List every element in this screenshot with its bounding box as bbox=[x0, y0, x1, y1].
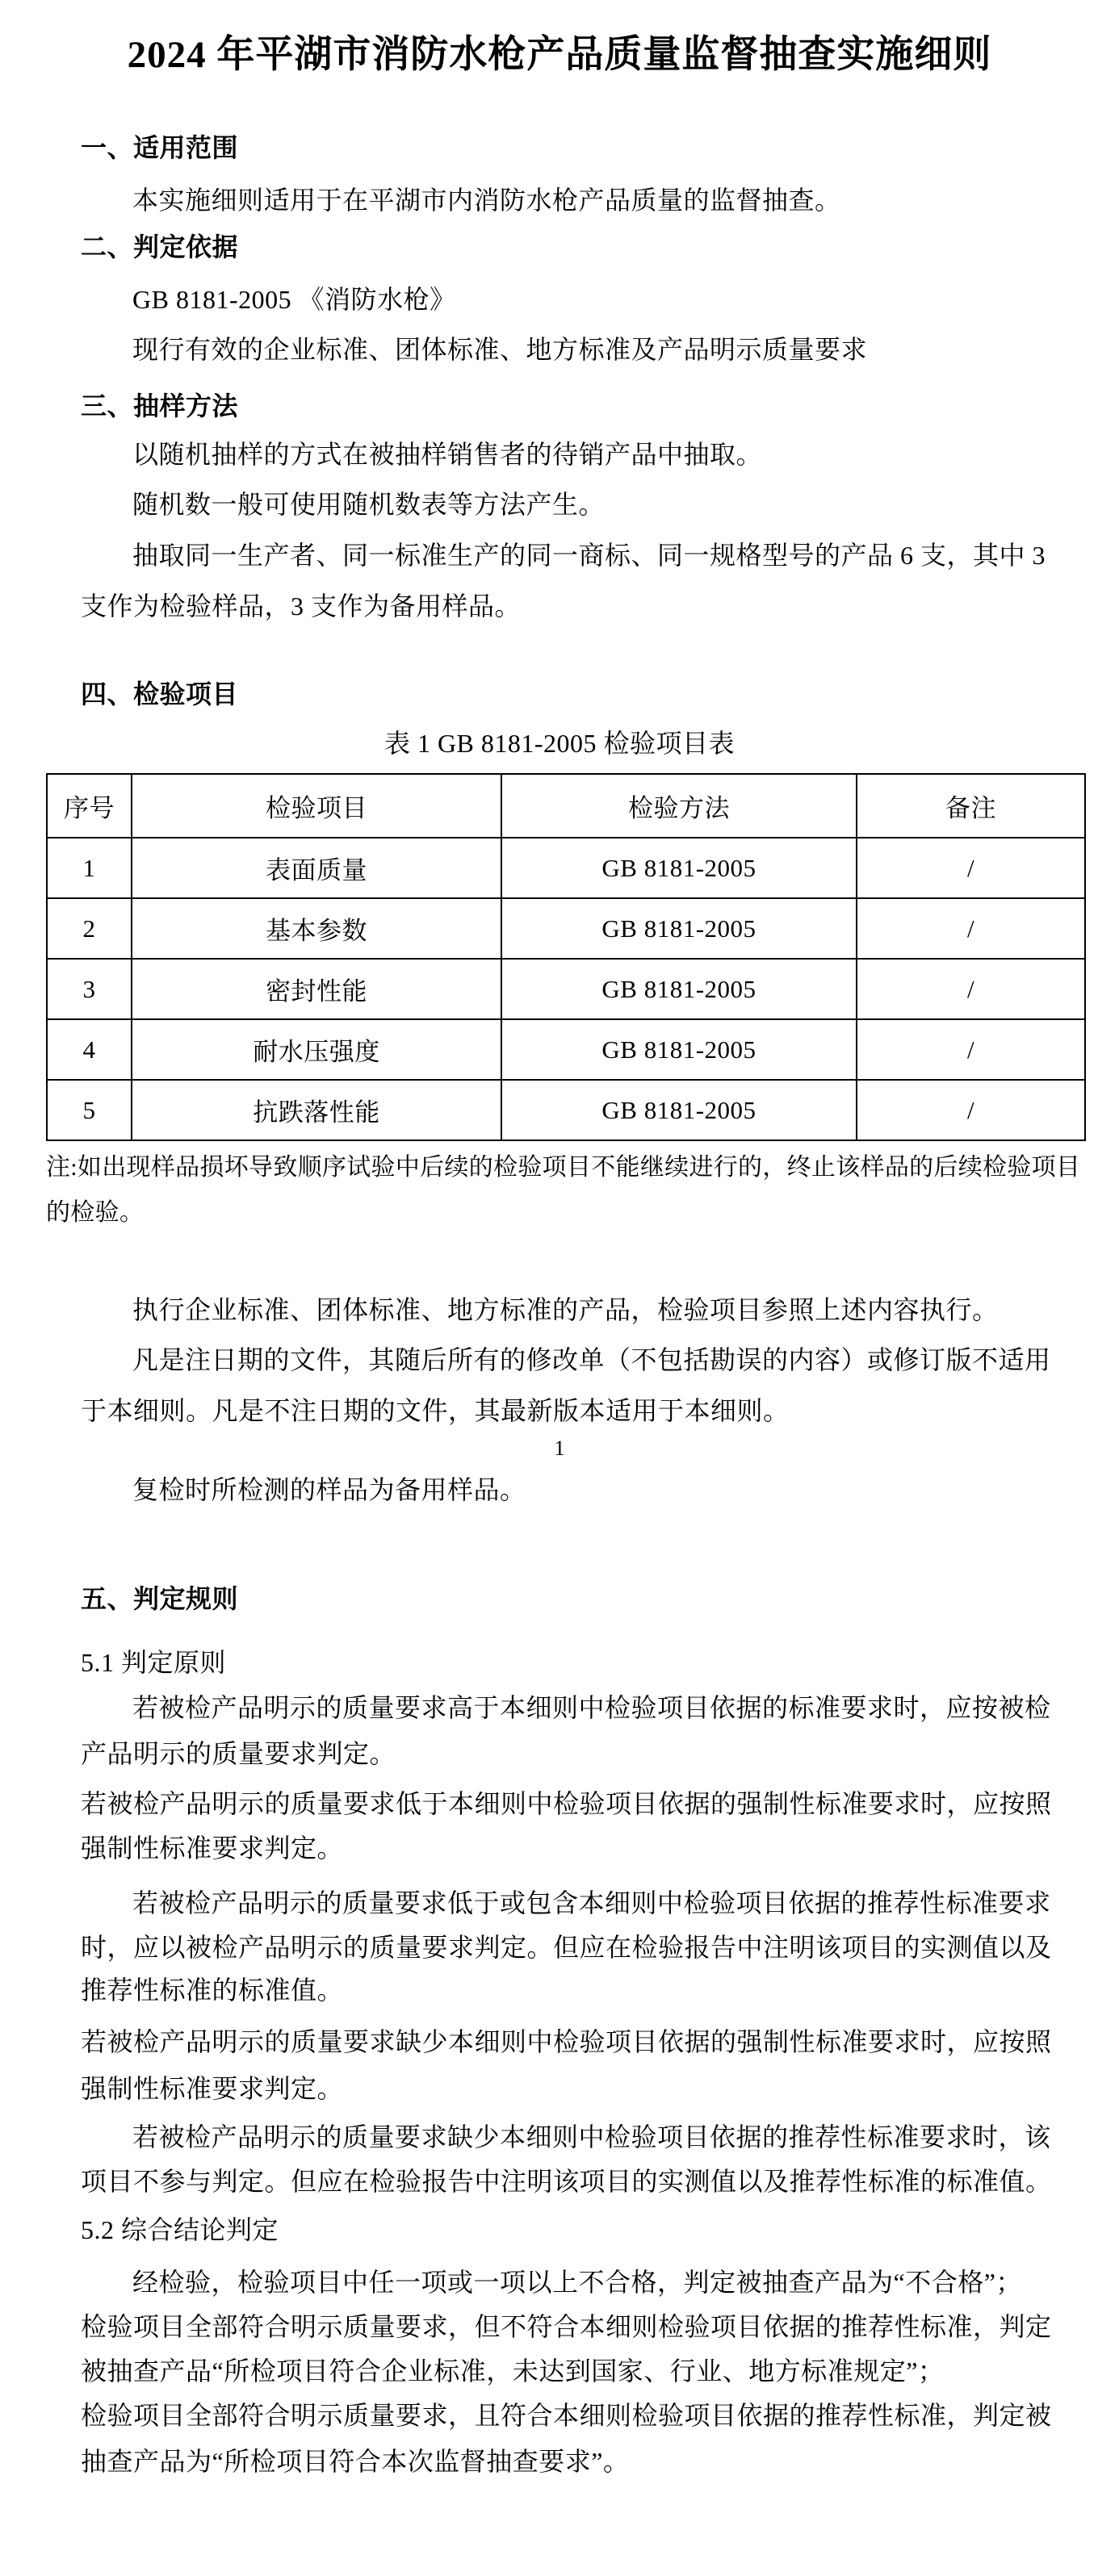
table-caption: 表 1 GB 8181-2005 检验项目表 bbox=[383, 729, 736, 758]
cell-item: 耐水压强度 bbox=[132, 1019, 501, 1080]
section5-sub1-line: 若被检产品明示的质量要求低于本细则中检验项目依据的强制性标准要求时，应按照 bbox=[81, 1789, 1052, 1818]
table-header-method: 检验方法 bbox=[501, 774, 857, 838]
table-note-line-1: 注:如出现样品损坏导致顺序试验中后续的检验项目不能继续进行的，终止该样品的后续检验项目 bbox=[46, 1154, 1081, 1181]
table-note-line-2: 的检验。 bbox=[46, 1199, 145, 1226]
section5-sub2-line: 抽查产品为“所检项目符合本次监督抽查要求”。 bbox=[81, 2447, 630, 2476]
table-header-seq: 序号 bbox=[47, 774, 132, 838]
section5-sub1-line: 项目不参与判定。但应在检验报告中注明该项目的实测值以及推荐性标准的标准值。 bbox=[81, 2167, 1052, 2196]
section4-heading: 四、检验项目 bbox=[81, 680, 239, 709]
cell-seq: 3 bbox=[47, 959, 132, 1019]
table-header-remark: 备注 bbox=[857, 774, 1085, 838]
section5-sub1-line: 若被检产品明示的质量要求缺少本细则中检验项目依据的推荐性标准要求时，该 bbox=[132, 2122, 1051, 2152]
section3-paragraph-2: 随机数一般可使用随机数表等方法产生。 bbox=[132, 490, 606, 519]
cell-seq: 5 bbox=[47, 1080, 132, 1140]
section3-paragraph-3-line-1: 抽取同一生产者、同一标准生产的同一商标、同一规格型号的产品 6 支，其中 3 bbox=[132, 541, 1046, 570]
cell-remark: / bbox=[857, 838, 1085, 898]
section5-sub1-line: 若被检产品明示的质量要求缺少本细则中检验项目依据的强制性标准要求时，应按照 bbox=[81, 2027, 1052, 2056]
section1-paragraph: 本实施细则适用于在平湖市内消防水枪产品质量的监督抽查。 bbox=[132, 186, 841, 215]
table-row bbox=[47, 1019, 1085, 1080]
cell-method: GB 8181-2005 bbox=[501, 1019, 857, 1080]
section3-heading: 三、抽样方法 bbox=[81, 391, 239, 420]
cell-item: 基本参数 bbox=[132, 898, 501, 959]
cell-seq: 2 bbox=[47, 898, 132, 959]
section2-paragraph-2: 现行有效的企业标准、团体标准、地方标准及产品明示质量要求 bbox=[132, 335, 868, 364]
table-row bbox=[47, 838, 1085, 898]
section3-paragraph-1: 以随机抽样的方式在被抽样销售者的待销产品中抽取。 bbox=[132, 440, 763, 469]
section5-sub2-heading: 5.2 综合结论判定 bbox=[81, 2215, 279, 2244]
cell-remark: / bbox=[857, 898, 1085, 959]
section4-paragraph-3: 复检时所检测的样品为备用样品。 bbox=[132, 1475, 526, 1504]
section5-sub2-line: 经检验，检验项目中任一项或一项以上不合格，判定被抽查产品为“不合格”； bbox=[132, 2268, 1022, 2297]
section5-sub2-line: 检验项目全部符合明示质量要求，且符合本细则检验项目依据的推荐性标准，判定被 bbox=[81, 2401, 1052, 2430]
table-row bbox=[47, 959, 1085, 1019]
cell-item: 表面质量 bbox=[132, 838, 501, 898]
section5-sub1-line: 时，应以被检产品明示的质量要求判定。但应在检验报告中注明该项目的实测值以及 bbox=[81, 1933, 1052, 1962]
section1-heading: 一、适用范围 bbox=[81, 133, 239, 162]
section5-sub1-heading: 5.1 判定原则 bbox=[81, 1648, 227, 1677]
page-number: 1 bbox=[554, 1436, 565, 1460]
document-title: 2024 年平湖市消防水枪产品质量监督抽查实施细则 bbox=[127, 34, 992, 76]
section5-sub1-line: 推荐性标准的标准值。 bbox=[81, 1976, 344, 2005]
cell-seq: 1 bbox=[47, 838, 132, 898]
cell-remark: / bbox=[857, 959, 1085, 1019]
section4-paragraph-1: 执行企业标准、团体标准、地方标准的产品，检验项目参照上述内容执行。 bbox=[132, 1295, 999, 1324]
cell-method: GB 8181-2005 bbox=[501, 959, 857, 1019]
inspection-items-table bbox=[46, 773, 1086, 1141]
section5-heading: 五、判定规则 bbox=[81, 1584, 239, 1613]
cell-item: 抗跌落性能 bbox=[132, 1080, 501, 1140]
section2-paragraph-1: GB 8181-2005 《消防水枪》 bbox=[132, 285, 456, 314]
section5-sub1-line: 产品明示的质量要求判定。 bbox=[81, 1739, 396, 1768]
table-row bbox=[47, 898, 1085, 959]
cell-method: GB 8181-2005 bbox=[501, 1080, 857, 1140]
table-header-row bbox=[47, 774, 1085, 838]
section3-paragraph-3-line-2: 支作为检验样品，3 支作为备用样品。 bbox=[81, 592, 522, 621]
cell-seq: 4 bbox=[47, 1019, 132, 1080]
table-header-item: 检验项目 bbox=[132, 774, 501, 838]
cell-method: GB 8181-2005 bbox=[501, 838, 857, 898]
section4-paragraph-2-line-1: 凡是注日期的文件，其随后所有的修改单（不包括勘误的内容）或修订版不适用 bbox=[132, 1345, 1051, 1374]
cell-item: 密封性能 bbox=[132, 959, 501, 1019]
section5-sub1-line: 若被检产品明示的质量要求高于本细则中检验项目依据的标准要求时，应按被检 bbox=[132, 1693, 1051, 1722]
cell-remark: / bbox=[857, 1019, 1085, 1080]
table-row bbox=[47, 1080, 1085, 1140]
section5-sub2-line: 被抽查产品“所检项目符合企业标准，未达到国家、行业、地方标准规定”； bbox=[81, 2356, 945, 2386]
cell-method: GB 8181-2005 bbox=[501, 898, 857, 959]
section5-sub1-line: 强制性标准要求判定。 bbox=[81, 2074, 344, 2103]
section2-heading: 二、判定依据 bbox=[81, 232, 239, 261]
cell-remark: / bbox=[857, 1080, 1085, 1140]
section5-sub1-line: 若被检产品明示的质量要求低于或包含本细则中检验项目依据的推荐性标准要求 bbox=[132, 1888, 1051, 1917]
section5-sub1-line: 强制性标准要求判定。 bbox=[81, 1834, 344, 1863]
section5-sub2-line: 检验项目全部符合明示质量要求，但不符合本细则检验项目依据的推荐性标准，判定 bbox=[81, 2312, 1052, 2341]
section4-paragraph-2-line-2: 于本细则。凡是不注日期的文件，其最新版本适用于本细则。 bbox=[81, 1396, 790, 1425]
